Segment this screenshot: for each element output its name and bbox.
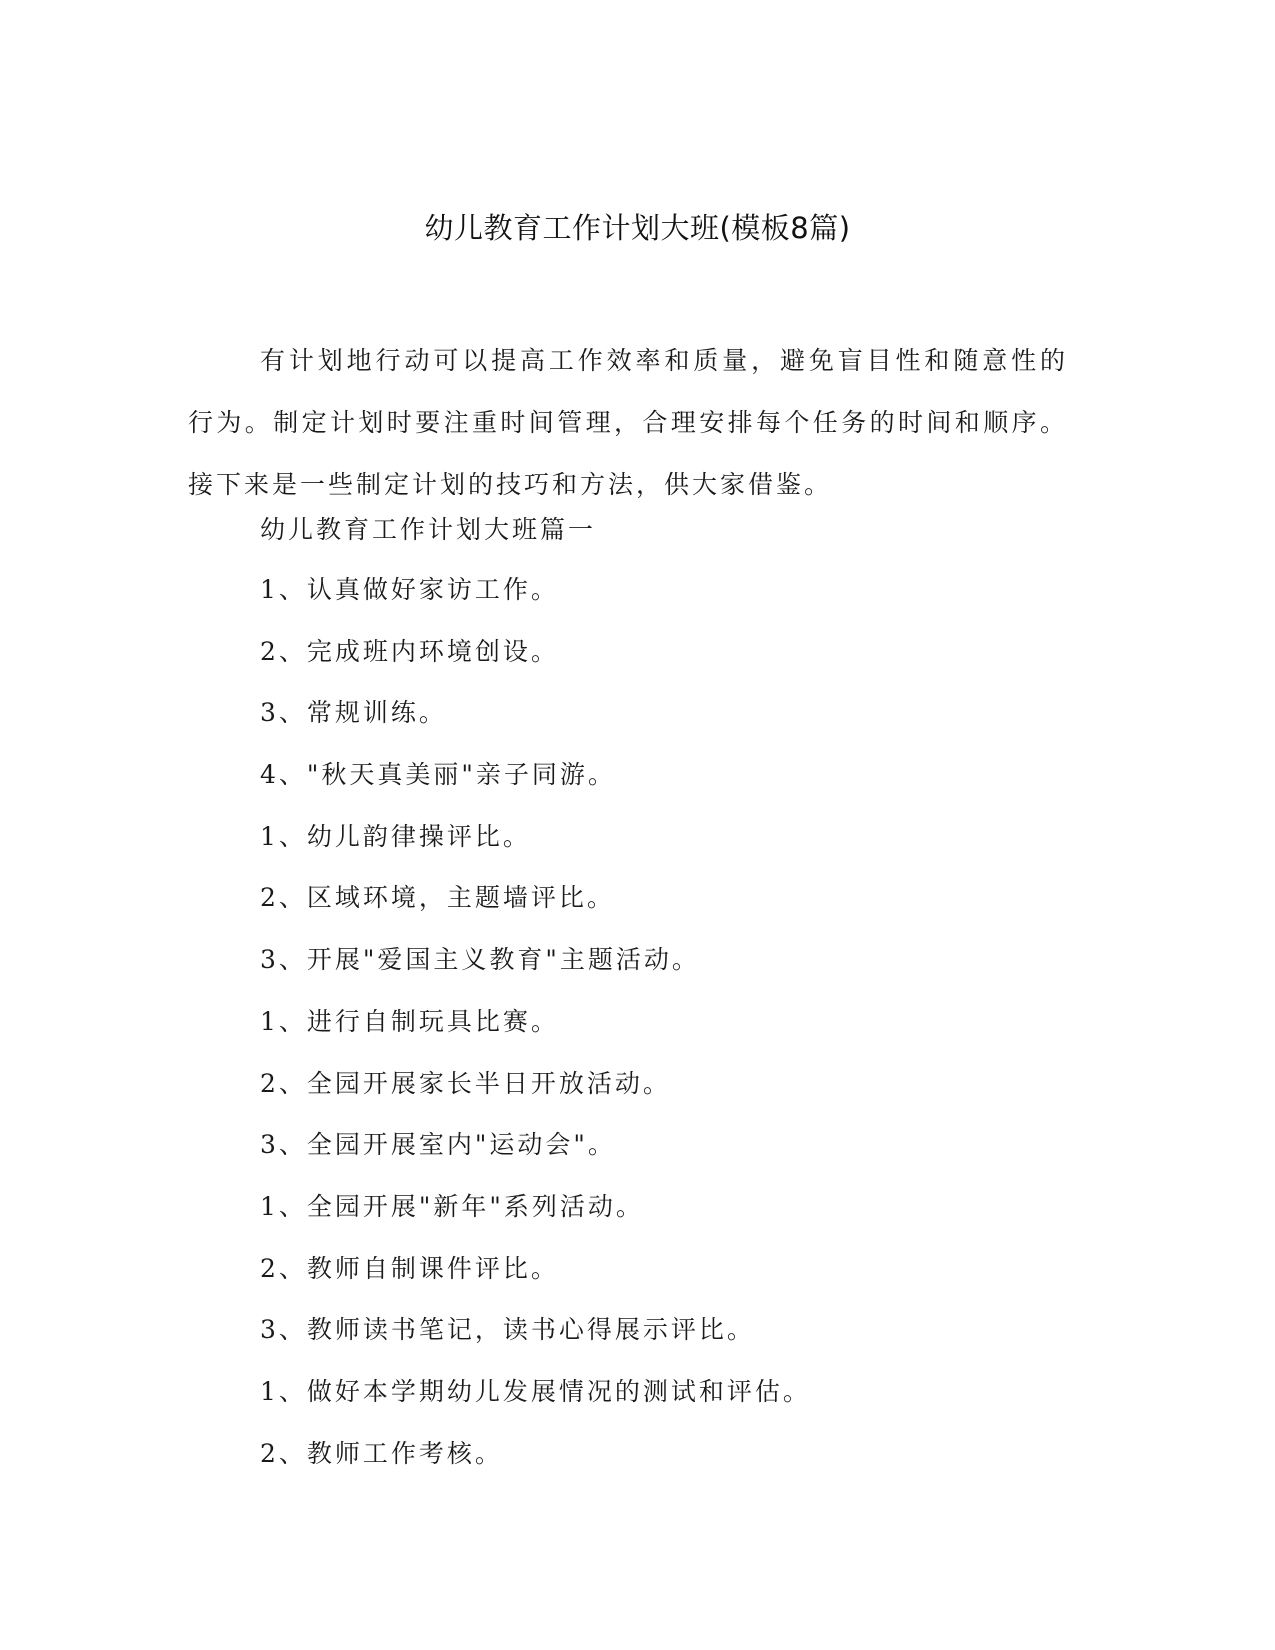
list-item: 2、教师工作考核。	[260, 1438, 503, 1468]
list-item: 2、全园开展家长半日开放活动。	[260, 1068, 671, 1098]
list-item: 3、教师读书笔记，读书心得展示评比。	[260, 1315, 755, 1345]
list-item: 1、认真做好家访工作。	[260, 575, 559, 604]
list-item: 1、幼儿韵律操评比。	[260, 821, 531, 851]
intro-paragraph: 有计划地行动可以提高工作效率和质量，避免盲目性和随意性的行为。制定计划时要注重时间管理，合理安排每个任务的时间和顺序。接下来是一些制定计划的技巧和方法，供大家借鉴。	[188, 346, 1068, 499]
list-item: 3、全园开展室内"运动会"。	[260, 1130, 616, 1160]
list-item: 2、完成班内环境创设。	[260, 636, 559, 666]
list-item: 3、开展"爱国主义教育"主题活动。	[260, 945, 700, 975]
document-title: 幼儿教育工作计划大班(模板8篇)	[424, 211, 851, 245]
list-item: 1、做好本学期幼儿发展情况的测试和评估。	[260, 1376, 811, 1406]
list-item: 2、区域环境，主题墙评比。	[260, 883, 615, 913]
list-item: 3、常规训练。	[260, 698, 447, 728]
plan-items-list	[260, 570, 811, 1495]
list-item: 1、全园开展"新年"系列活动。	[260, 1191, 644, 1221]
section-heading: 幼儿教育工作计划大班篇一	[260, 515, 597, 544]
list-item: 4、"秋天真美丽"亲子同游。	[260, 760, 616, 790]
list-item: 2、教师自制课件评比。	[260, 1253, 559, 1283]
list-item: 1、进行自制玩具比赛。	[260, 1006, 559, 1036]
